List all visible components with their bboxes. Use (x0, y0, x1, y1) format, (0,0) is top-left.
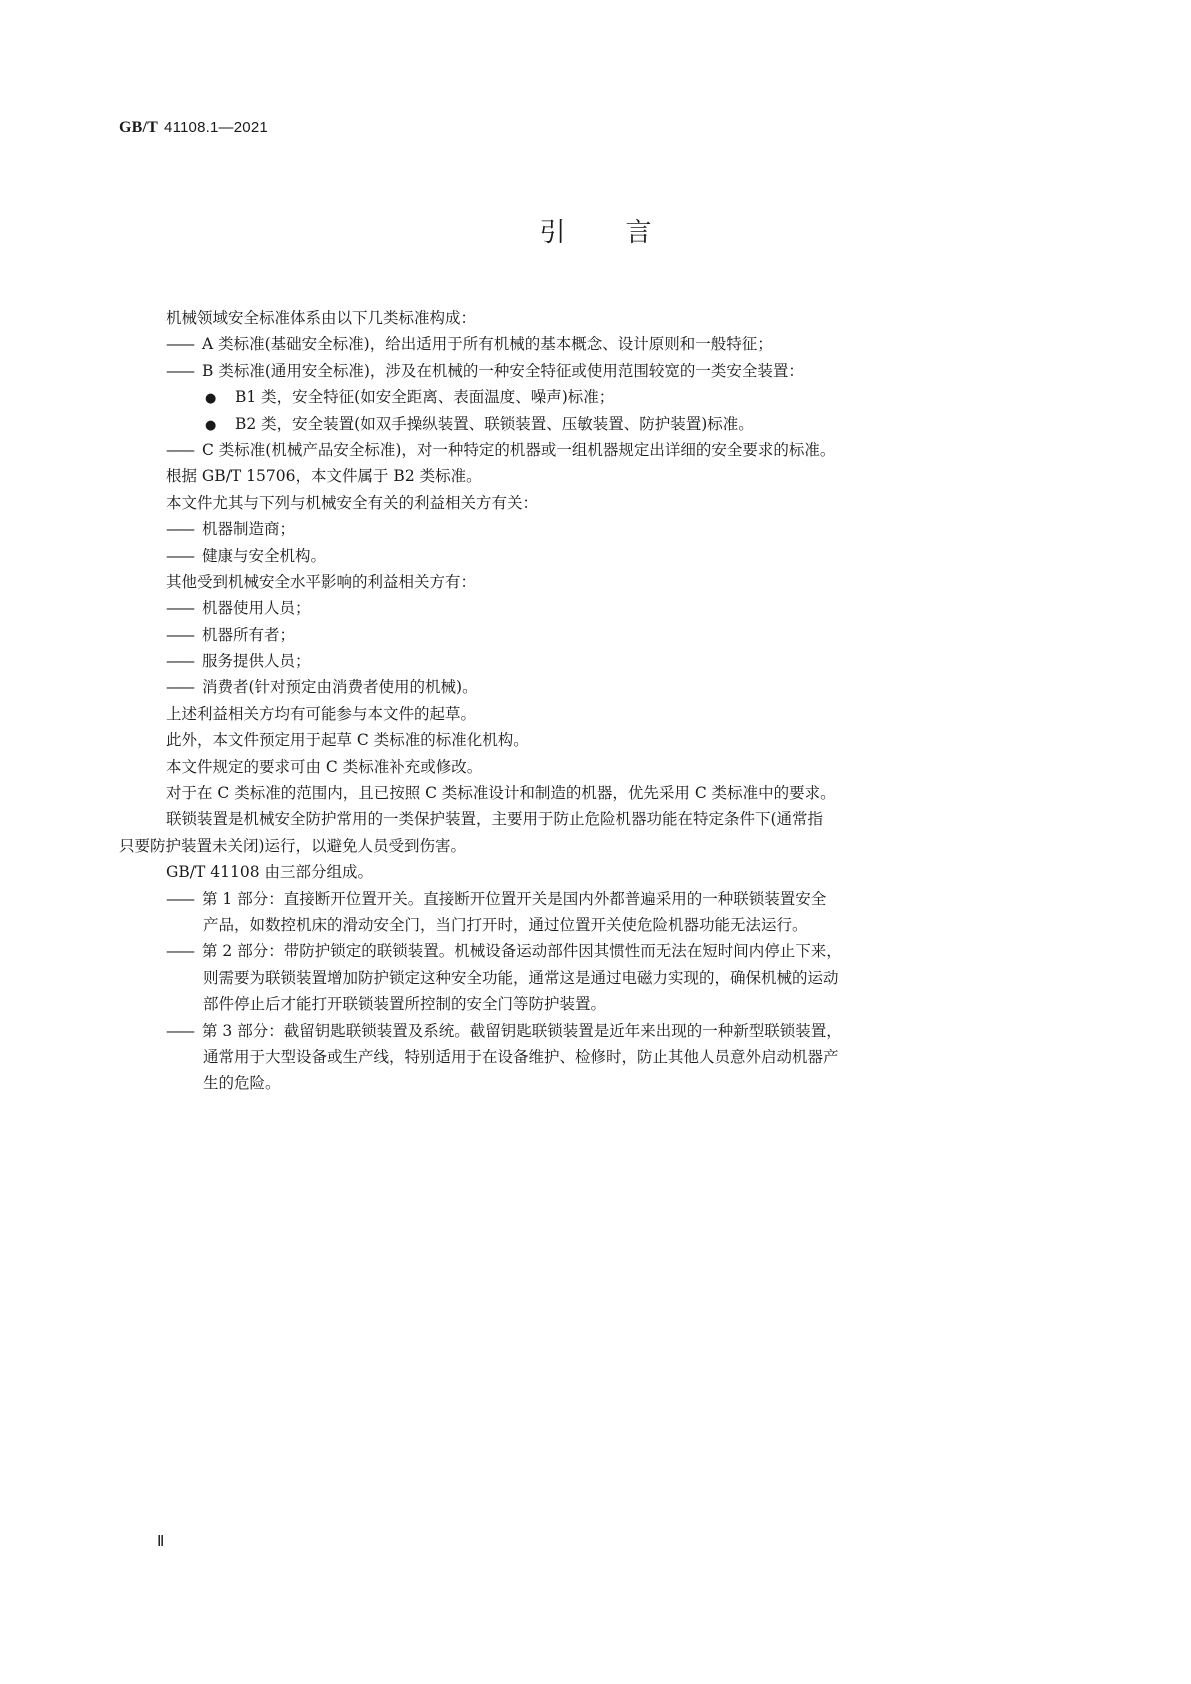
list-item-text: 健康与安全机构。 (202, 546, 327, 565)
list-item-part-2-cont-2: 部件停止后才能打开联锁装置所控制的安全门等防护装置。 (203, 995, 607, 1014)
paragraph-interlock-line-1: 联锁装置是机械安全防护常用的一类保护装置，主要用于防止危险机器功能在特定条件下(通常指 (166, 810, 824, 829)
list-item-other-4 (119, 674, 1061, 700)
list-item-part-3 (119, 1018, 1061, 1044)
dash-mark: —— (166, 1021, 193, 1040)
list-item-other-2 (119, 622, 1061, 648)
bullet-icon: ● (205, 391, 217, 407)
dash-mark: —— (166, 942, 193, 961)
list-item-part-2-cont-1: 则需要为联锁装置增加防护锁定这种安全功能，通常这是通过电磁力实现的，确保机械的运动 (203, 968, 839, 987)
dash-mark: —— (166, 440, 193, 459)
list-item-text: A 类标准(基础安全标准)，给出适用于所有机械的基本概念、设计原则和一般特征； (202, 335, 773, 354)
paragraph-basis: 根据 GB/T 15706，本文件属于 B2 类标准。 (166, 467, 482, 486)
dash-mark: —— (166, 546, 193, 565)
list-item-text: 第 2 部分：带防护锁定的联锁装置。机械设备运动部件因其惯性而无法在短时间内停止下来， (202, 942, 842, 961)
dash-mark: —— (166, 520, 193, 539)
list-item-text: B2 类，安全装置(如双手操纵装置、联锁装置、压敏装置、防护装置)标准。 (235, 414, 754, 433)
dash-mark: —— (166, 599, 193, 618)
paragraph-priority: 对于在 C 类标准的范围内，且已按照 C 类标准设计和制造的机器，优先采用 C 类标准中的要求。 (166, 784, 836, 803)
dash-mark: —— (166, 678, 193, 697)
list-item-text: 服务提供人员； (202, 652, 311, 671)
paragraph-drafting: 上述利益相关方均有可能参与本文件的起草。 (166, 704, 477, 723)
dash-mark: —— (166, 335, 193, 354)
list-item-text: 机器制造商； (202, 520, 296, 539)
standard-code (119, 118, 268, 137)
title-char-2: 言 (625, 218, 712, 248)
paragraph-c-bodies: 此外，本文件预定用于起草 C 类标准的标准化机构。 (166, 731, 529, 750)
list-item-text: 第 1 部分：直接断开位置开关。直接断开位置开关是国内外都普遍采用的一种联锁装置安全 (202, 889, 827, 908)
dash-mark: —— (166, 625, 193, 644)
paragraph-supplement: 本文件规定的要求可由 C 类标准补充或修改。 (166, 757, 483, 776)
list-item-text: B1 类，安全特征(如安全距离、表面温度、噪声)标准； (235, 388, 615, 407)
list-item-part-1-cont: 产品，如数控机床的滑动安全门，当门打开时，通过位置开关使危险机器功能无法运行。 (203, 915, 808, 934)
list-item-type-b (119, 358, 1061, 384)
page-number: Ⅱ (157, 1534, 165, 1550)
list-item-part-3-cont-1: 通常用于大型设备或生产线，特别适用于在设备维护、检修时，防止其他人员意外启动机器产 (203, 1047, 839, 1066)
standard-number: 41108.1—2021 (164, 119, 268, 136)
list-item-stakeholder-1 (119, 516, 1061, 542)
paragraph-intro: 机械领域安全标准体系由以下几类标准构成： (166, 309, 477, 327)
list-item-other-3 (119, 648, 1061, 674)
paragraph-others-intro: 其他受到机械安全水平影响的利益相关方有： (166, 572, 477, 591)
list-item-other-1 (119, 595, 1061, 621)
dash-mark: —— (166, 652, 193, 671)
list-item-part-2 (119, 938, 1061, 964)
list-item-text: 机器所有者； (202, 625, 296, 644)
document-body (119, 305, 1061, 1097)
list-item-text: 第 3 部分：截留钥匙联锁装置及系统。截留钥匙联锁装置是近年来出现的一种新型联锁装置， (202, 1021, 842, 1040)
page-title (0, 212, 1191, 249)
list-item-type-a (119, 331, 1061, 357)
list-item-text: C 类标准(机械产品安全标准)，对一种特定的机器或一组机器规定出详细的安全要求的标准。 (202, 440, 836, 459)
dash-mark: —— (166, 889, 193, 908)
bullet-icon: ● (205, 417, 217, 433)
standard-prefix: GB/T (119, 119, 159, 136)
list-item-text: 消费者(针对预定由消费者使用的机械)。 (202, 678, 478, 697)
list-item-text: B 类标准(通用安全标准)，涉及在机械的一种安全特征或使用范围较宽的一类安全装置： (202, 361, 804, 380)
list-item-stakeholder-2 (119, 543, 1061, 569)
paragraph-interlock-line-2: 只要防护装置未关闭)运行，以避免人员受到伤害。 (119, 836, 467, 855)
paragraph-parts-intro: GB/T 41108 由三部分组成。 (166, 863, 373, 882)
dash-mark: —— (166, 361, 193, 380)
list-item-part-3-cont-2: 生的危险。 (203, 1074, 281, 1093)
list-item-text: 机器使用人员； (202, 599, 311, 618)
paragraph-stakeholders-intro: 本文件尤其与下列与机械安全有关的利益相关方有关： (166, 493, 539, 512)
list-item-part-1 (119, 886, 1061, 912)
title-char-1: 引 (539, 218, 626, 248)
bullet-item-b2 (119, 411, 1061, 437)
bullet-item-b1 (119, 384, 1061, 410)
list-item-type-c (119, 437, 1061, 463)
